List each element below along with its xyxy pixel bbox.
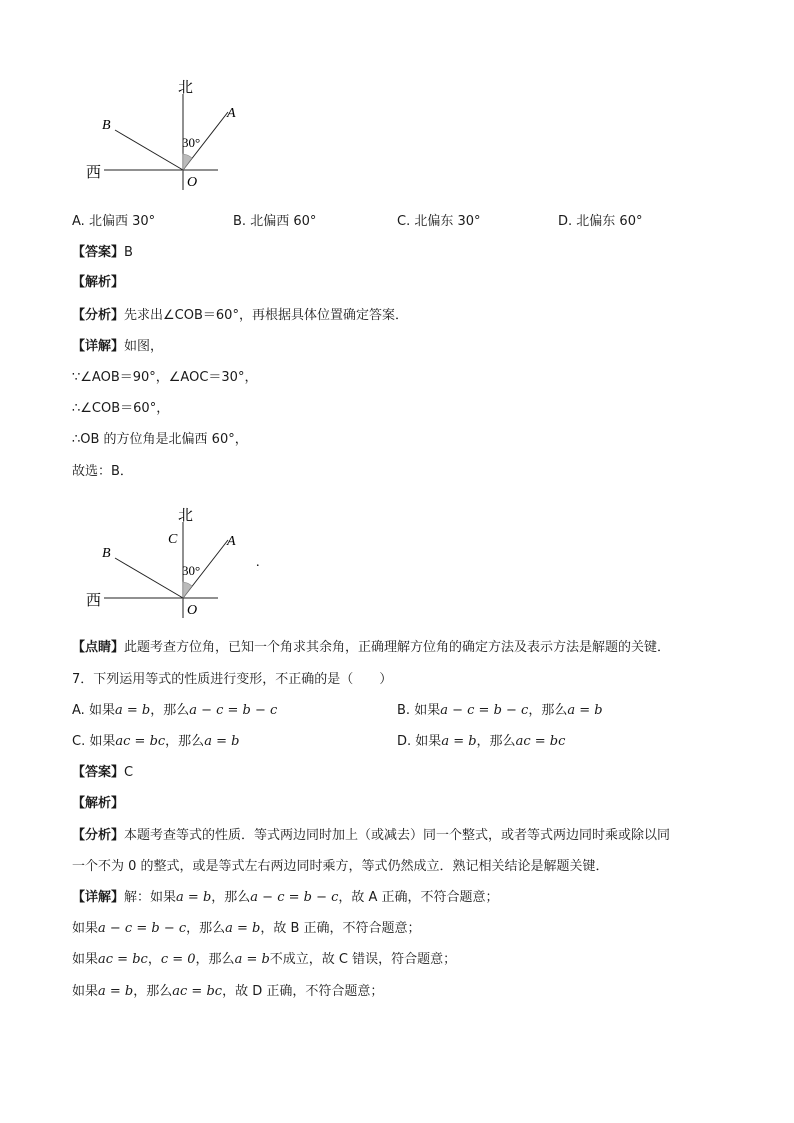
math-expr: a − c = b − c <box>440 703 529 718</box>
math-expr: a = b <box>567 703 603 718</box>
xiangjie-tag: 【详解】 <box>72 339 125 354</box>
text: 如果 <box>72 921 99 936</box>
math-expr: a = b <box>204 734 240 749</box>
q7-xiangjie-line-1 <box>72 889 499 907</box>
q7-option-d[interactable] <box>397 733 565 751</box>
q7-analysis-heading <box>72 795 124 813</box>
text: 解：如果 <box>124 890 177 905</box>
q6-answer <box>72 244 133 262</box>
label-o: O <box>187 175 198 190</box>
label-b: B <box>102 118 111 133</box>
option-text: ，那么 <box>476 734 516 749</box>
label-a: A <box>227 534 236 549</box>
text: ， <box>147 952 161 967</box>
label-a: A <box>227 106 236 121</box>
math-expr: a = b <box>176 890 212 905</box>
q6-step-2: ∴∠COB＝60°， <box>72 401 170 416</box>
text: ，那么 <box>133 984 173 999</box>
text: ，故 B 正确，不符合题意； <box>260 921 421 936</box>
q7-xiangjie-line-3 <box>72 951 456 969</box>
option-letter: D. <box>397 734 412 749</box>
q7-option-b[interactable] <box>397 702 603 720</box>
label-c: C <box>168 532 178 547</box>
text: ，那么 <box>186 921 226 936</box>
q7-xiangjie-line-4 <box>72 983 383 1001</box>
math-expr: ac = bc <box>98 952 148 967</box>
option-letter: B. <box>397 703 411 718</box>
math-expr: a = b <box>225 921 261 936</box>
math-expr: a − c = b − c <box>250 890 339 905</box>
option-letter: B. <box>233 214 247 229</box>
xiangjie-tag: 【详解】 <box>72 890 125 905</box>
option-text: 北偏东 30° <box>414 214 481 229</box>
angle-label: 30° <box>182 563 201 578</box>
option-text: 北偏西 30° <box>88 214 156 229</box>
q6-option-a[interactable] <box>72 213 155 231</box>
q6-choose: 故选：B． <box>72 464 133 479</box>
option-letter: A. <box>72 703 85 718</box>
text: ，那么 <box>211 890 251 905</box>
answer-tag: 【答案】 <box>72 765 125 780</box>
option-text: ，那么 <box>528 703 568 718</box>
q7-answer <box>72 764 133 782</box>
option-text: ，那么 <box>165 734 205 749</box>
north-label: 北 <box>178 506 194 524</box>
math-expr: a = b <box>441 734 477 749</box>
q6-option-b[interactable] <box>233 213 316 231</box>
answer-value: C <box>124 765 134 780</box>
north-label: 北 <box>178 78 194 96</box>
analysis-tag: 【解析】 <box>72 275 125 290</box>
math-expr: a − c = b − c <box>189 703 278 718</box>
fenxi-tag: 【分析】 <box>72 828 125 843</box>
math-expr: a = b <box>114 703 151 718</box>
q7-stem: 7．下列运用等式的性质进行变形，不正确的是（ ） <box>72 672 393 687</box>
option-letter: C. <box>397 214 411 229</box>
q6-step-1: ∵∠AOB＝90°，∠AOC＝30°， <box>72 370 258 385</box>
option-text: 如果 <box>414 703 441 718</box>
answer-value: B <box>124 245 133 260</box>
q6-option-d[interactable] <box>558 213 642 231</box>
dianjing-tag: 【点睛】 <box>72 640 125 655</box>
math-expr: ac = bc <box>172 984 223 999</box>
option-text: 如果 <box>89 734 116 749</box>
math-expr: a = b <box>234 952 270 967</box>
trailing-dot: . <box>256 555 260 570</box>
q6-dianjing <box>72 639 670 657</box>
q7-fenxi-line-2: 一个不为 0 的整式，或是等式左右两边同时乘方，等式仍然成立．熟记相关结论是解题关键． <box>72 859 609 874</box>
text: ，故 A 正确，不符合题意； <box>338 890 499 905</box>
math-expr: ac = bc <box>115 734 166 749</box>
q6-analysis-heading <box>72 274 124 292</box>
q7-xiangjie-line-2 <box>72 920 421 938</box>
q6-option-c[interactable] <box>397 213 481 231</box>
option-text: 如果 <box>415 734 442 749</box>
option-text: ，那么 <box>150 703 190 718</box>
direction-diagram-2 <box>80 500 280 618</box>
text: 不成立，故 C 错误，符合题意； <box>269 952 457 967</box>
option-letter: C. <box>72 734 86 749</box>
ray-ob <box>115 558 183 598</box>
option-text: 北偏西 60° <box>250 214 317 229</box>
ray-ob <box>115 130 183 170</box>
xiangjie-text: 如图， <box>124 339 164 354</box>
q6-step-3: ∴OB 的方位角是北偏西 60°， <box>72 432 248 447</box>
math-expr: a − c = b − c <box>98 921 187 936</box>
q7-option-c[interactable] <box>72 733 239 751</box>
west-label: 西 <box>86 163 102 181</box>
text: 如果 <box>72 984 99 999</box>
math-expr: a = b <box>98 984 134 999</box>
option-text: 北偏东 60° <box>576 214 643 229</box>
fenxi-text: 本题考查等式的性质．等式两边同时加上（或减去）同一个整式，或者等式两边同时乘或除以同 <box>124 828 671 843</box>
dianjing-text: 此题考查方位角，已知一个角求其余角，正确理解方位角的确定方法及表示方法是解题的关键． <box>124 640 671 655</box>
answer-tag: 【答案】 <box>72 245 125 260</box>
text: 如果 <box>72 952 99 967</box>
text: ，那么 <box>195 952 235 967</box>
label-o: O <box>187 603 198 618</box>
q7-option-a[interactable] <box>72 702 277 720</box>
option-letter: D. <box>558 214 573 229</box>
fenxi-text: 先求出∠COB＝60°，再根据具体位置确定答案． <box>124 308 408 323</box>
math-expr: c = 0 <box>160 952 196 967</box>
fenxi-tag: 【分析】 <box>72 308 125 323</box>
q6-xiangjie <box>72 338 163 356</box>
label-b: B <box>102 546 111 561</box>
west-label: 西 <box>86 591 102 609</box>
angle-mark <box>183 154 192 170</box>
angle-mark <box>183 582 192 598</box>
angle-label: 30° <box>182 135 201 150</box>
option-letter: A. <box>72 214 85 229</box>
text: ，故 D 正确，不符合题意； <box>222 984 384 999</box>
math-expr: ac = bc <box>515 734 566 749</box>
analysis-tag: 【解析】 <box>72 796 125 811</box>
direction-diagram-1 <box>80 72 240 190</box>
q6-fenxi <box>72 307 408 325</box>
option-text: 如果 <box>88 703 115 718</box>
q7-fenxi-line-1 <box>72 827 670 845</box>
